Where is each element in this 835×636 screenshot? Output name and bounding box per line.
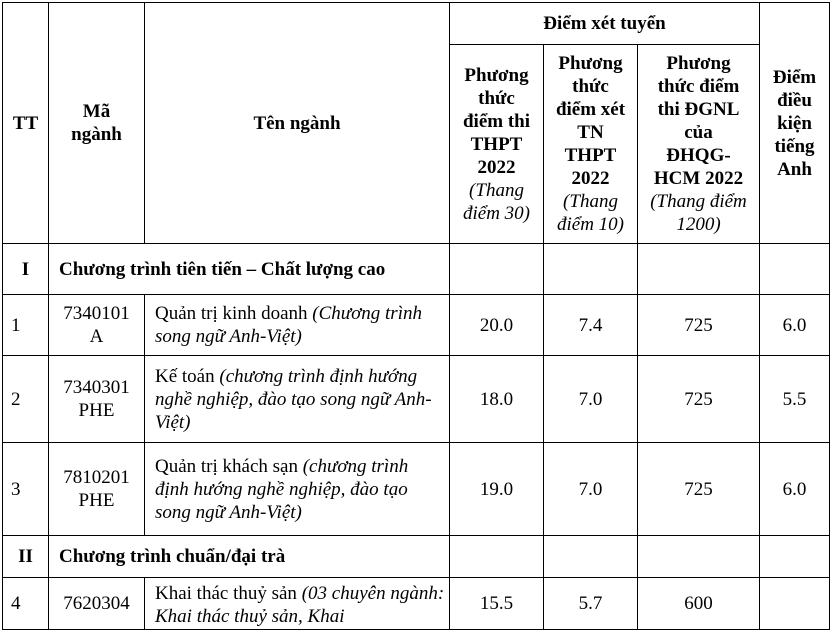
row-code: 7620304 xyxy=(49,578,145,630)
empty-cell xyxy=(450,536,544,578)
empty-cell xyxy=(544,244,638,295)
admission-score-table xyxy=(2,2,830,630)
program-name: Quản trị kinh doanh xyxy=(155,303,308,324)
header-ma-nganh: Mã ngành xyxy=(49,3,145,244)
row-tt: 3 xyxy=(3,443,49,536)
program-note: (Chương trình song ngữ Anh-Việt) xyxy=(155,303,422,347)
section-row xyxy=(3,244,830,295)
method-dgnl-scale: (Thang điểm 1200) xyxy=(650,191,747,235)
empty-cell xyxy=(450,244,544,295)
section-number: I xyxy=(3,244,49,295)
score-tn: 7.0 xyxy=(544,356,638,443)
program-note: (03 chuyên ngành: Khai thác thuỷ sản, Khai xyxy=(155,583,445,627)
table-row xyxy=(3,295,830,356)
score-thpt: 15.5 xyxy=(450,578,544,630)
method-dgnl-title: Phương thức điểm thi ĐGNL của ĐHQG-HCM 2022 xyxy=(653,53,744,189)
header-english-condition: Điểm điều kiện tiếng Anh xyxy=(760,3,830,244)
section-title: Chương trình chuẩn/đại trà xyxy=(49,536,450,578)
table-row xyxy=(3,578,830,630)
score-english xyxy=(760,578,830,630)
empty-cell xyxy=(638,244,760,295)
score-thpt: 18.0 xyxy=(450,356,544,443)
header-method-tn xyxy=(544,45,638,244)
empty-cell xyxy=(638,536,760,578)
header-tt: TT xyxy=(3,3,49,244)
score-dgnl: 725 xyxy=(638,356,760,443)
empty-cell xyxy=(544,536,638,578)
row-code: 7340101 A xyxy=(49,295,145,356)
table-row xyxy=(3,356,830,443)
row-name xyxy=(145,356,450,443)
score-english: 6.0 xyxy=(760,443,830,536)
method-thpt-title: Phương thức điểm thi THPT 2022 xyxy=(462,64,531,178)
score-tn: 5.7 xyxy=(544,578,638,630)
row-name xyxy=(145,578,450,630)
header-row-1 xyxy=(3,3,830,45)
header-method-thpt xyxy=(450,45,544,244)
score-english: 5.5 xyxy=(760,356,830,443)
row-code: 7340301 PHE xyxy=(49,356,145,443)
table-row xyxy=(3,443,830,536)
row-tt: 1 xyxy=(3,295,49,356)
score-thpt: 20.0 xyxy=(450,295,544,356)
score-tn: 7.0 xyxy=(544,443,638,536)
score-dgnl: 725 xyxy=(638,443,760,536)
empty-cell xyxy=(760,536,830,578)
method-tn-title: Phương thức điểm xét TN THPT 2022 xyxy=(555,53,626,189)
score-dgnl: 725 xyxy=(638,295,760,356)
row-tt: 4 xyxy=(3,578,49,630)
row-code: 7810201 PHE xyxy=(49,443,145,536)
row-tt: 2 xyxy=(3,356,49,443)
program-note: (chương trình định hướng nghề nghiệp, đào tạo song ngữ Anh-Việt) xyxy=(155,455,409,523)
header-method-dgnl xyxy=(638,45,760,244)
program-name: Kế toán xyxy=(155,365,215,387)
method-tn-scale: (Thang điểm 10) xyxy=(556,191,624,235)
header-diem-xet-tuyen: Điểm xét tuyển xyxy=(450,3,760,45)
header-ten-nganh: Tên ngành xyxy=(145,3,450,244)
score-thpt: 19.0 xyxy=(450,443,544,536)
section-row xyxy=(3,536,830,578)
section-number: II xyxy=(3,536,49,578)
program-name: Quản trị khách sạn xyxy=(155,455,298,477)
score-english: 6.0 xyxy=(760,295,830,356)
score-tn: 7.4 xyxy=(544,295,638,356)
section-title: Chương trình tiên tiến – Chất lượng cao xyxy=(49,244,450,295)
empty-cell xyxy=(760,244,830,295)
program-name: Khai thác thuỷ sản xyxy=(155,583,297,604)
row-name xyxy=(145,443,450,536)
program-note: (chương trình định hướng nghề nghiệp, đào tạo song ngữ Anh-Việt) xyxy=(155,365,432,433)
score-dgnl: 600 xyxy=(638,578,760,630)
row-name xyxy=(145,295,450,356)
method-thpt-scale: (Thang điểm 30) xyxy=(462,179,530,224)
